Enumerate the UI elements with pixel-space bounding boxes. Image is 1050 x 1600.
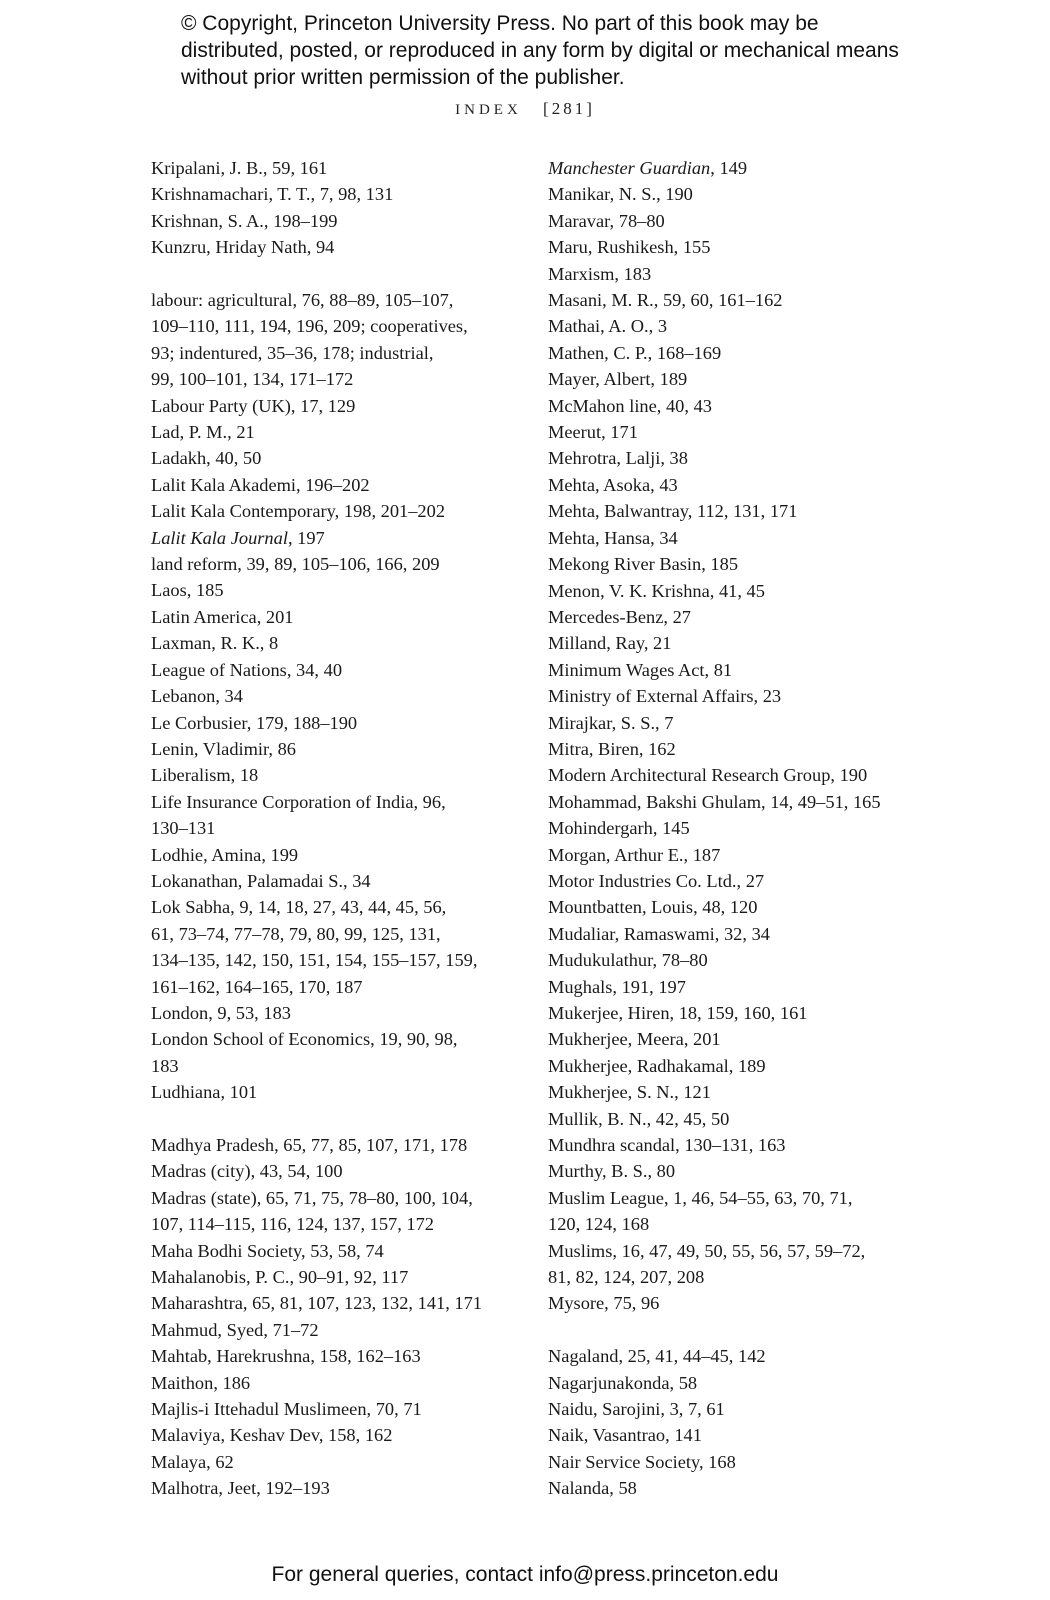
- index-entry: Malhotra, Jeet, 192–193: [151, 1478, 330, 1499]
- index-entry: Krishnamachari, T. T., 7, 98, 131: [151, 184, 394, 205]
- index-entry: Kripalani, J. B., 59, 161: [151, 158, 328, 178]
- index-entry: Mughals, 191, 197: [548, 976, 686, 997]
- index-entry: Latin America, 201: [151, 606, 294, 627]
- index-entry: Mekong River Basin, 185: [548, 554, 739, 575]
- index-entry: Mehta, Balwantray, 112, 131, 171: [548, 501, 798, 522]
- index-entry: [548, 155, 928, 181]
- index-entry: London, 9, 53, 183: [151, 1002, 291, 1023]
- index-entry: [151, 1185, 531, 1238]
- entry-line: 134–135, 142, 150, 151, 154, 155–157, 159,: [151, 950, 478, 971]
- index-entry: Maravar, 78–80: [548, 210, 665, 231]
- index-entry: Nagaland, 25, 41, 44–45, 142: [548, 1346, 766, 1367]
- index-entry: Naik, Vasantrao, 141: [548, 1425, 702, 1446]
- index-entry: McMahon line, 40, 43: [548, 395, 712, 416]
- letter-gap: [151, 261, 531, 287]
- index-entry: Mysore, 75, 96: [548, 1293, 660, 1314]
- entry-line: Life Insurance Corporation of India, 96,: [151, 791, 446, 812]
- index-entry: Laos, 185: [151, 580, 224, 601]
- index-entry: Malaya, 62: [151, 1451, 234, 1472]
- entry-line: 107, 114–115, 116, 124, 137, 157, 172: [151, 1214, 435, 1235]
- index-entry: Kunzru, Hriday Nath, 94: [151, 237, 335, 258]
- entry-line: Muslim League, 1, 46, 54–55, 63, 70, 71,: [548, 1187, 853, 1208]
- index-entry: Mitra, Biren, 162: [548, 738, 676, 759]
- entry-line: labour: agricultural, 76, 88–89, 105–107,: [151, 290, 454, 311]
- entry-line: 183: [151, 1055, 179, 1076]
- index-entry: Mundhra scandal, 130–131, 163: [548, 1135, 786, 1156]
- index-entry: land reform, 39, 89, 105–106, 166, 209: [151, 554, 440, 575]
- page-number: [281]: [543, 99, 595, 118]
- publication-title: Lalit Kala Journal: [151, 527, 288, 548]
- index-entry: Maru, Rushikesh, 155: [548, 237, 711, 258]
- running-head-label: INDEX: [455, 102, 522, 118]
- index-entry: [151, 789, 531, 842]
- index-entry: Ministry of External Affairs, 23: [548, 686, 782, 707]
- index-entry: Mudaliar, Ramaswami, 32, 34: [548, 923, 770, 944]
- index-entry: Mudukulathur, 78–80: [548, 950, 708, 971]
- index-entry: Majlis-i Ittehadul Muslimeen, 70, 71: [151, 1399, 422, 1420]
- index-entry: Lenin, Vladimir, 86: [151, 738, 297, 759]
- index-entry: Mountbatten, Louis, 48, 120: [548, 897, 758, 918]
- index-entry: Lalit Kala Akademi, 196–202: [151, 474, 370, 495]
- index-entry: Morgan, Arthur E., 187: [548, 844, 721, 865]
- entry-line: 120, 124, 168: [548, 1214, 650, 1235]
- index-entry: Mahmud, Syed, 71–72: [151, 1319, 319, 1340]
- index-column-right: [548, 155, 928, 1502]
- entry-line: 61, 73–74, 77–78, 79, 80, 99, 125, 131,: [151, 923, 441, 944]
- entry-line: 161–162, 164–165, 170, 187: [151, 976, 363, 997]
- index-entry: Lalit Kala Contemporary, 198, 201–202: [151, 501, 446, 522]
- letter-gap: [548, 1317, 928, 1343]
- entry-line: 130–131: [151, 818, 216, 839]
- index-entry: Mathen, C. P., 168–169: [548, 342, 722, 363]
- index-entry: Madhya Pradesh, 65, 77, 85, 107, 171, 178: [151, 1135, 468, 1155]
- index-entry: Meerut, 171: [548, 422, 638, 443]
- index-entry: Motor Industries Co. Ltd., 27: [548, 870, 765, 891]
- index-entry: Nair Service Society, 168: [548, 1451, 736, 1472]
- index-entry: [151, 894, 531, 1000]
- index-entry: Mercedes-Benz, 27: [548, 606, 691, 627]
- index-entry: Marxism, 183: [548, 263, 652, 284]
- index-entry: Naidu, Sarojini, 3, 7, 61: [548, 1399, 725, 1420]
- index-entry: Mathai, A. O., 3: [548, 316, 668, 337]
- index-entry: Mukherjee, Meera, 201: [548, 1029, 721, 1050]
- index-entry: League of Nations, 34, 40: [151, 659, 343, 680]
- index-entry: [151, 287, 531, 393]
- index-entry: Modern Architectural Research Group, 190: [548, 765, 868, 786]
- index-entry: Manikar, N. S., 190: [548, 184, 693, 205]
- letter-gap: [151, 1106, 531, 1132]
- index-entry: Lokanathan, Palamadai S., 34: [151, 870, 371, 891]
- index-entry: Maha Bodhi Society, 53, 58, 74: [151, 1240, 384, 1261]
- index-entry: Labour Party (UK), 17, 129: [151, 395, 356, 416]
- entry-pages: , 149: [710, 158, 748, 178]
- index-entry: Masani, M. R., 59, 60, 161–162: [548, 290, 783, 311]
- index-entry: Mehta, Asoka, 43: [548, 474, 678, 495]
- entry-line: 99, 100–101, 134, 171–172: [151, 369, 354, 390]
- index-entry: Ladakh, 40, 50: [151, 448, 262, 469]
- index-entry: Milland, Ray, 21: [548, 633, 672, 654]
- index-entry: Ludhiana, 101: [151, 1082, 258, 1103]
- index-entry: Mehrotra, Lalji, 38: [548, 448, 688, 469]
- index-entry: Krishnan, S. A., 198–199: [151, 210, 338, 231]
- index-entry: Maithon, 186: [151, 1372, 251, 1393]
- copyright-notice: © Copyright, Princeton University Press. No part of this book may be distributed, posted, or reproduced in any form by digital or mechanical means without prior written permission of the publisher.: [181, 12, 899, 89]
- index-entry: Le Corbusier, 179, 188–190: [151, 712, 358, 733]
- index-entry: Nagarjunakonda, 58: [548, 1372, 698, 1393]
- index-entry: Madras (city), 43, 54, 100: [151, 1161, 343, 1182]
- index-entry: Murthy, B. S., 80: [548, 1161, 676, 1182]
- index-entry: Lad, P. M., 21: [151, 422, 255, 443]
- entry-line: London School of Economics, 19, 90, 98,: [151, 1029, 458, 1050]
- index-entry: Minimum Wages Act, 81: [548, 659, 733, 680]
- index-entry: Mehta, Hansa, 34: [548, 527, 678, 548]
- index-entry: Laxman, R. K., 8: [151, 633, 279, 654]
- index-entry: Lodhie, Amina, 199: [151, 844, 299, 865]
- index-entry: Mahtab, Harekrushna, 158, 162–163: [151, 1346, 421, 1367]
- entry-line: Lok Sabha, 9, 14, 18, 27, 43, 44, 45, 56,: [151, 897, 447, 918]
- entry-line: 81, 82, 124, 207, 208: [548, 1267, 705, 1288]
- index-entry: Mohindergarh, 145: [548, 818, 690, 839]
- index-entry: Mukherjee, S. N., 121: [548, 1082, 711, 1103]
- footer-contact: For general queries, contact info@press.princeton.edu: [271, 1563, 779, 1586]
- index-entry: Maharashtra, 65, 81, 107, 123, 132, 141, 171: [151, 1293, 482, 1314]
- index-entry: [151, 1026, 531, 1079]
- publication-title: Manchester Guardian: [548, 158, 711, 178]
- index-entry: Nalanda, 58: [548, 1478, 637, 1499]
- entry-line: 93; indentured, 35–36, 178; industrial,: [151, 342, 434, 363]
- index-entry: Lebanon, 34: [151, 686, 243, 707]
- index-column-left: [151, 155, 531, 1502]
- index-entry: Mullik, B. N., 42, 45, 50: [548, 1108, 730, 1129]
- index-entry: Mukherjee, Radhakamal, 189: [548, 1055, 766, 1076]
- index-entry: Menon, V. K. Krishna, 41, 45: [548, 580, 765, 601]
- running-head: [0, 99, 1050, 119]
- index-entry: [548, 1238, 928, 1291]
- index-entry: Malaviya, Keshav Dev, 158, 162: [151, 1425, 393, 1446]
- entry-line: Madras (state), 65, 71, 75, 78–80, 100, 104,: [151, 1187, 473, 1208]
- entry-pages: , 197: [287, 527, 325, 548]
- index-entry: Mahalanobis, P. C., 90–91, 92, 117: [151, 1267, 409, 1288]
- entry-line: 109–110, 111, 194, 196, 209; cooperatives,: [151, 316, 468, 337]
- index-entry: Mukerjee, Hiren, 18, 159, 160, 161: [548, 1003, 808, 1023]
- index-entry: Mayer, Albert, 189: [548, 369, 688, 390]
- index-entry: [548, 1185, 928, 1238]
- index-entry: Mohammad, Bakshi Ghulam, 14, 49–51, 165: [548, 791, 881, 812]
- index-entry: Mirajkar, S. S., 7: [548, 712, 674, 733]
- entry-line: Muslims, 16, 47, 49, 50, 55, 56, 57, 59–72,: [548, 1240, 866, 1261]
- index-entry: [151, 525, 531, 551]
- index-entry: Liberalism, 18: [151, 765, 259, 786]
